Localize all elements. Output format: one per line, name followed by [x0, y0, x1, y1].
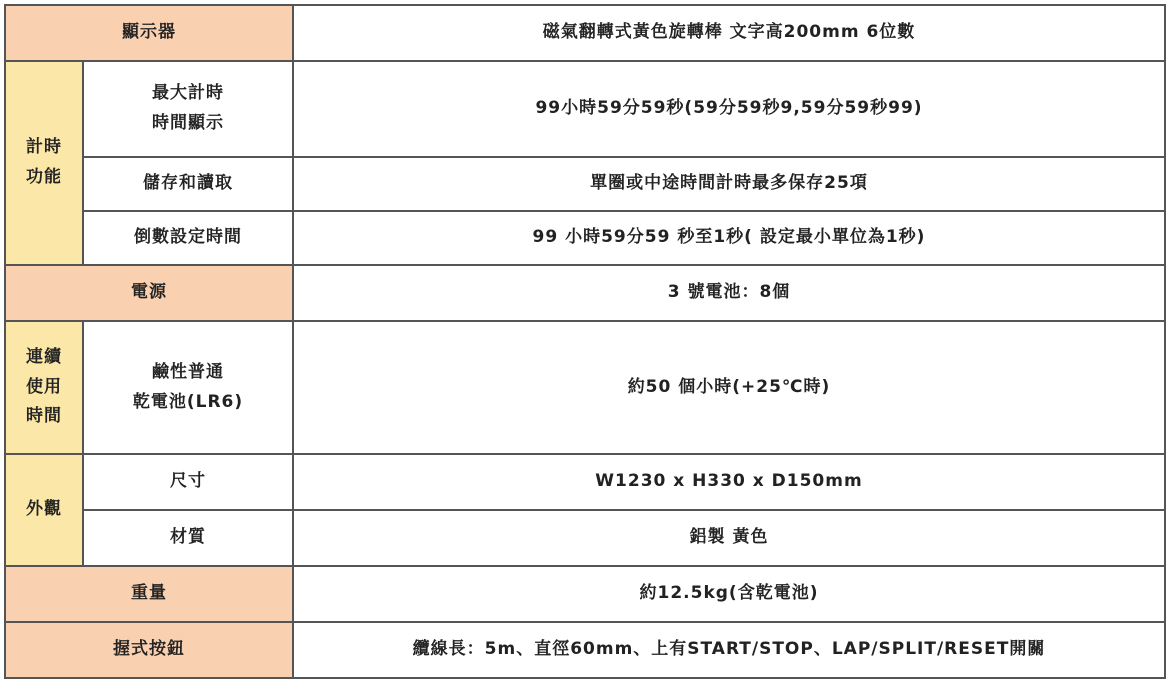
memory-value: 單圈或中途時間計時最多保存25項 — [293, 157, 1165, 211]
continuous-group-line3: 時間 — [26, 406, 62, 427]
countdown-label: 倒數設定時間 — [83, 211, 293, 265]
display-label: 顯示器 — [5, 5, 293, 61]
weight-value: 約12.5kg(含乾電池) — [293, 566, 1165, 622]
max-time-value: 99小時59分59秒(59分59秒9,59分59秒99) — [293, 61, 1165, 157]
battery-label — [83, 321, 293, 454]
timing-group-label — [5, 61, 83, 265]
button-label: 握式按鈕 — [5, 622, 293, 678]
row-button — [5, 622, 1165, 678]
material-value: 鋁製 黃色 — [293, 510, 1165, 566]
size-value: W1230 x H330 x D150mm — [293, 454, 1165, 510]
weight-label: 重量 — [5, 566, 293, 622]
button-value: 纜線長：5m、直徑60mm、上有START/STOP、LAP/SPLIT/RESET開關 — [293, 622, 1165, 678]
row-size — [5, 454, 1165, 510]
power-value: 3 號電池：8個 — [293, 265, 1165, 321]
material-label: 材質 — [83, 510, 293, 566]
row-battery — [5, 321, 1165, 454]
timing-group-line2: 功能 — [26, 167, 62, 187]
row-weight — [5, 566, 1165, 622]
power-label: 電源 — [5, 265, 293, 321]
display-value: 磁氣翻轉式黃色旋轉棒 文字高200mm 6位數 — [293, 5, 1165, 61]
row-countdown — [5, 211, 1165, 265]
battery-label-line1: 鹼性普通 — [152, 361, 224, 382]
max-time-label — [83, 61, 293, 157]
size-label: 尺寸 — [83, 454, 293, 510]
timing-group-line1: 計時 — [26, 137, 62, 158]
battery-label-line2: 乾電池(LR6) — [132, 391, 244, 412]
row-display — [5, 5, 1165, 61]
max-time-label-line2: 時間顯示 — [152, 113, 224, 133]
continuous-group-line2: 使用 — [26, 376, 62, 397]
spec-table — [4, 4, 1166, 679]
battery-value: 約50 個小時(+25℃時) — [293, 321, 1165, 454]
max-time-label-line1: 最大計時 — [152, 83, 224, 104]
row-max-time — [5, 61, 1165, 157]
appearance-group-label: 外觀 — [5, 454, 83, 566]
countdown-value: 99 小時59分59 秒至1秒( 設定最小單位為1秒) — [293, 211, 1165, 265]
row-material — [5, 510, 1165, 566]
memory-label: 儲存和讀取 — [83, 157, 293, 211]
continuous-group-label — [5, 321, 83, 454]
continuous-group-line1: 連續 — [26, 346, 62, 367]
row-power — [5, 265, 1165, 321]
row-memory — [5, 157, 1165, 211]
